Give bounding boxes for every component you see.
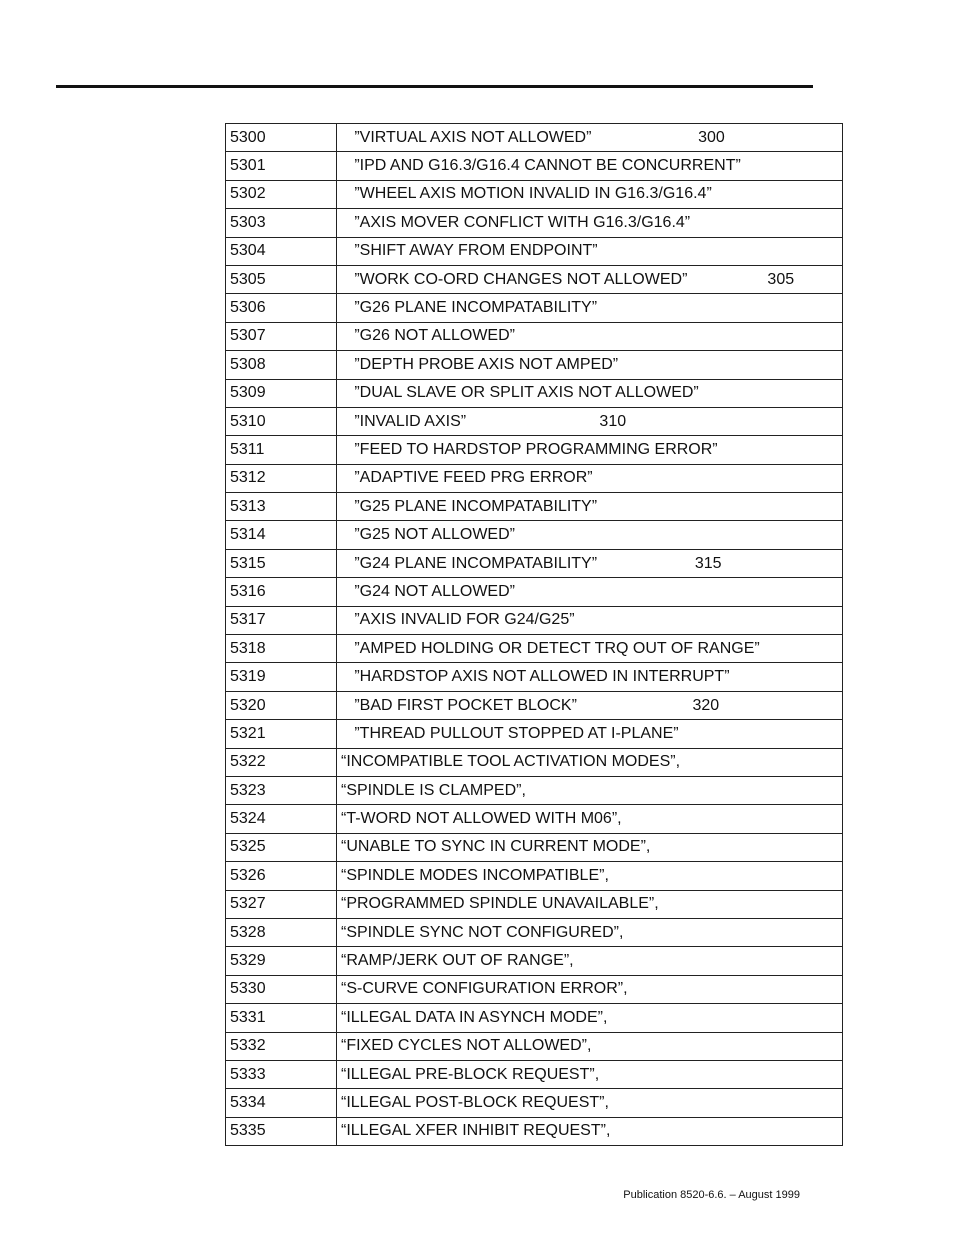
table-row xyxy=(226,549,843,577)
error-code-cell: 5330 xyxy=(226,975,337,1003)
error-code-table xyxy=(225,123,843,1146)
error-code-cell: 5303 xyxy=(226,209,337,237)
error-code-cell: 5328 xyxy=(226,918,337,946)
error-message-cell: ”DUAL SLAVE OR SPLIT AXIS NOT ALLOWED” xyxy=(337,379,843,407)
error-message-cell: ”G25 PLANE INCOMPATABILITY” xyxy=(337,493,843,521)
error-message-cell: “ILLEGAL PRE-BLOCK REQUEST”, xyxy=(337,1060,843,1088)
error-message-cell: “ILLEGAL POST-BLOCK REQUEST”, xyxy=(337,1089,843,1117)
table-row xyxy=(226,1032,843,1060)
error-message-cell: ”ADAPTIVE FEED PRG ERROR” xyxy=(337,464,843,492)
table-row xyxy=(226,1117,843,1145)
error-code-rows xyxy=(226,124,843,1146)
error-message-cell: ”G25 NOT ALLOWED” xyxy=(337,521,843,549)
table-row xyxy=(226,776,843,804)
table-row xyxy=(226,691,843,719)
error-message-cell: “FIXED CYCLES NOT ALLOWED”, xyxy=(337,1032,843,1060)
error-message-cell: ”DEPTH PROBE AXIS NOT AMPED” xyxy=(337,351,843,379)
table-row xyxy=(226,947,843,975)
error-message-cell: ”AXIS INVALID FOR G24/G25” xyxy=(337,606,843,634)
table-row xyxy=(226,748,843,776)
table-row xyxy=(226,720,843,748)
error-message-cell: “UNABLE TO SYNC IN CURRENT MODE”, xyxy=(337,833,843,861)
table-row xyxy=(226,521,843,549)
error-message-cell: “INCOMPATIBLE TOOL ACTIVATION MODES”, xyxy=(337,748,843,776)
table-row xyxy=(226,1004,843,1032)
error-code-cell: 5315 xyxy=(226,549,337,577)
error-message-cell: ”SHIFT AWAY FROM ENDPOINT” xyxy=(337,237,843,265)
table-row xyxy=(226,805,843,833)
table-row xyxy=(226,890,843,918)
error-code-cell: 5331 xyxy=(226,1004,337,1032)
error-code-cell: 5310 xyxy=(226,407,337,435)
error-message-cell: “S-CURVE CONFIGURATION ERROR”, xyxy=(337,975,843,1003)
table-row xyxy=(226,493,843,521)
table-row xyxy=(226,436,843,464)
error-message-cell: “ILLEGAL XFER INHIBIT REQUEST”, xyxy=(337,1117,843,1145)
error-message-cell: ”FEED TO HARDSTOP PROGRAMMING ERROR” xyxy=(337,436,843,464)
error-message-cell: “T-WORD NOT ALLOWED WITH M06”, xyxy=(337,805,843,833)
error-message-cell: “PROGRAMMED SPINDLE UNAVAILABLE”, xyxy=(337,890,843,918)
error-message-cell: ”AMPED HOLDING OR DETECT TRQ OUT OF RANGE” xyxy=(337,635,843,663)
error-message-cell: ”IPD AND G16.3/G16.4 CANNOT BE CONCURRENT” xyxy=(337,152,843,180)
error-code-cell: 5332 xyxy=(226,1032,337,1060)
error-message-cell: ”BAD FIRST POCKET BLOCK” 320 xyxy=(337,691,843,719)
table-row xyxy=(226,464,843,492)
table-row xyxy=(226,152,843,180)
error-code-cell: 5316 xyxy=(226,578,337,606)
error-message-cell: “RAMP/JERK OUT OF RANGE”, xyxy=(337,947,843,975)
table-row xyxy=(226,1089,843,1117)
error-code-cell: 5322 xyxy=(226,748,337,776)
error-code-cell: 5307 xyxy=(226,322,337,350)
error-message-cell: ”INVALID AXIS” 310 xyxy=(337,407,843,435)
error-code-cell: 5327 xyxy=(226,890,337,918)
table-row xyxy=(226,124,843,152)
error-code-cell: 5305 xyxy=(226,265,337,293)
error-code-cell: 5301 xyxy=(226,152,337,180)
table-row xyxy=(226,379,843,407)
table-row xyxy=(226,663,843,691)
error-message-cell: ”G24 NOT ALLOWED” xyxy=(337,578,843,606)
error-message-cell: “SPINDLE MODES INCOMPATIBLE”, xyxy=(337,862,843,890)
error-message-cell: ”THREAD PULLOUT STOPPED AT I-PLANE” xyxy=(337,720,843,748)
error-message-cell: “SPINDLE SYNC NOT CONFIGURED”, xyxy=(337,918,843,946)
error-code-cell: 5304 xyxy=(226,237,337,265)
table-row xyxy=(226,918,843,946)
table-row xyxy=(226,635,843,663)
error-message-cell: ”WORK CO-ORD CHANGES NOT ALLOWED” 305 xyxy=(337,265,843,293)
table-row xyxy=(226,351,843,379)
error-code-cell: 5333 xyxy=(226,1060,337,1088)
table-row xyxy=(226,407,843,435)
table-row xyxy=(226,180,843,208)
error-message-cell: ”AXIS MOVER CONFLICT WITH G16.3/G16.4” xyxy=(337,209,843,237)
error-code-cell: 5335 xyxy=(226,1117,337,1145)
error-message-cell: ”WHEEL AXIS MOTION INVALID IN G16.3/G16.4” xyxy=(337,180,843,208)
error-message-cell: “ILLEGAL DATA IN ASYNCH MODE”, xyxy=(337,1004,843,1032)
table-row xyxy=(226,237,843,265)
error-code-cell: 5320 xyxy=(226,691,337,719)
error-message-cell: ”VIRTUAL AXIS NOT ALLOWED” 300 xyxy=(337,124,843,152)
table-row xyxy=(226,975,843,1003)
error-message-cell: ”HARDSTOP AXIS NOT ALLOWED IN INTERRUPT” xyxy=(337,663,843,691)
error-code-cell: 5326 xyxy=(226,862,337,890)
error-code-cell: 5329 xyxy=(226,947,337,975)
error-code-cell: 5309 xyxy=(226,379,337,407)
error-code-cell: 5323 xyxy=(226,776,337,804)
table-row xyxy=(226,578,843,606)
error-code-cell: 5319 xyxy=(226,663,337,691)
error-code-cell: 5314 xyxy=(226,521,337,549)
error-code-cell: 5311 xyxy=(226,436,337,464)
error-message-cell: “SPINDLE IS CLAMPED”, xyxy=(337,776,843,804)
error-code-cell: 5325 xyxy=(226,833,337,861)
table-row xyxy=(226,294,843,322)
table-row xyxy=(226,1060,843,1088)
publication-footer: Publication 8520-6.6. – August 1999 xyxy=(623,1189,800,1201)
header-rule xyxy=(56,85,813,88)
error-code-cell: 5300 xyxy=(226,124,337,152)
table-row xyxy=(226,322,843,350)
error-code-cell: 5321 xyxy=(226,720,337,748)
error-message-cell: ”G26 PLANE INCOMPATABILITY” xyxy=(337,294,843,322)
error-code-cell: 5313 xyxy=(226,493,337,521)
table-row xyxy=(226,606,843,634)
error-code-cell: 5308 xyxy=(226,351,337,379)
error-code-cell: 5324 xyxy=(226,805,337,833)
error-code-cell: 5306 xyxy=(226,294,337,322)
table-row xyxy=(226,265,843,293)
table-row xyxy=(226,209,843,237)
error-message-cell: ”G26 NOT ALLOWED” xyxy=(337,322,843,350)
table-row xyxy=(226,833,843,861)
error-code-cell: 5317 xyxy=(226,606,337,634)
error-code-cell: 5312 xyxy=(226,464,337,492)
error-code-cell: 5318 xyxy=(226,635,337,663)
table-row xyxy=(226,862,843,890)
error-code-cell: 5334 xyxy=(226,1089,337,1117)
error-code-cell: 5302 xyxy=(226,180,337,208)
error-message-cell: ”G24 PLANE INCOMPATABILITY” 315 xyxy=(337,549,843,577)
